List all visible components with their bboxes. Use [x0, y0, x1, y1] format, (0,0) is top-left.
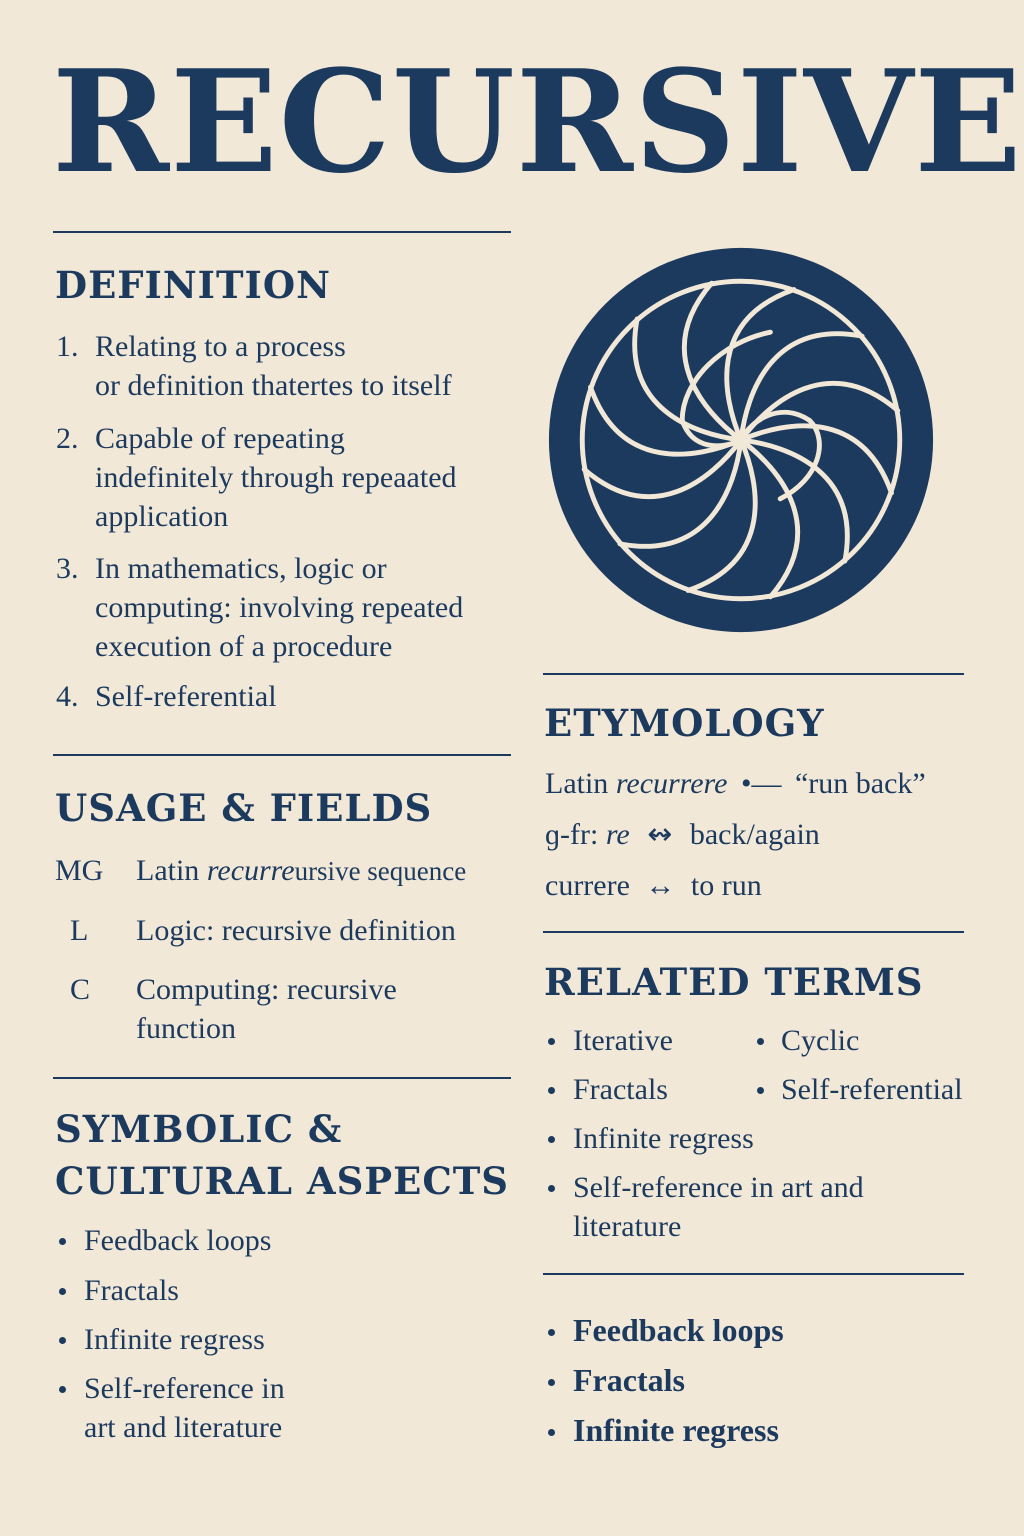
etymology-heading: ETYMOLOGY	[544, 701, 825, 745]
etymology-line	[545, 866, 762, 905]
bullet-icon	[59, 1386, 66, 1393]
definition-text: Relating to a process	[95, 330, 346, 363]
list-item: literature	[573, 1210, 682, 1243]
list-item: Feedback loops	[573, 1312, 784, 1348]
definition-text: computing: involving repeated	[95, 591, 464, 624]
arrow-icon: •—	[740, 767, 782, 800]
bullet-icon	[548, 1379, 555, 1386]
usage-text: Logic: recursive definition	[136, 914, 456, 947]
usage-code: MG	[55, 854, 104, 887]
definition-number: 4.	[56, 680, 79, 713]
bullet-icon	[548, 1038, 555, 1045]
bullet-icon	[757, 1038, 764, 1045]
definition-text: Self-referential	[95, 680, 277, 713]
etymology-gloss: “run back”	[794, 767, 926, 800]
divider	[53, 231, 511, 233]
list-item: Infinite regress	[573, 1122, 754, 1155]
definition-text: execution of a procedure	[95, 630, 393, 663]
bullet-icon	[757, 1087, 764, 1094]
etymology-line	[545, 764, 926, 803]
list-item: Feedback loops	[84, 1224, 272, 1257]
definition-text: In mathematics, logic or	[95, 552, 387, 585]
list-item: Iterative	[573, 1024, 673, 1057]
nautilus-spiral-icon	[545, 244, 937, 636]
divider	[53, 754, 511, 756]
definition-number: 3.	[56, 552, 79, 585]
bullet-icon	[548, 1185, 555, 1192]
bullet-icon	[59, 1288, 66, 1295]
divider	[53, 1077, 511, 1079]
list-item: Fractals	[573, 1362, 685, 1398]
list-item: Fractals	[84, 1274, 179, 1307]
definition-text: Capable of repeating	[95, 422, 345, 455]
definition-number: 2.	[56, 422, 79, 455]
usage-text	[136, 851, 466, 891]
etymology-text: currere	[545, 869, 630, 902]
list-item: Cyclic	[781, 1024, 860, 1057]
usage-heading: USAGE & FIELDS	[55, 786, 433, 830]
double-arrow-icon: ↔	[645, 869, 676, 902]
list-item: Self-reference in	[84, 1372, 285, 1405]
etymology-line	[545, 815, 820, 854]
divider	[543, 673, 964, 675]
divider	[543, 931, 964, 933]
bullet-icon	[548, 1087, 555, 1094]
usage-text-part: ursive sequence	[294, 856, 467, 886]
etymology-gloss: back/again	[689, 818, 820, 851]
usage-text: Computing: recursive	[136, 973, 397, 1006]
definition-text: or definition thatertes to itself	[95, 369, 452, 402]
etymology-latin: recurrere	[615, 767, 728, 800]
bullet-icon	[59, 1238, 66, 1245]
definition-number: 1.	[56, 330, 79, 363]
page-title: RECURSIVE	[52, 40, 1023, 205]
definition-text: application	[95, 500, 229, 533]
usage-code: L	[70, 914, 89, 947]
list-item: Self-referential	[781, 1073, 963, 1106]
list-item: Infinite regress	[573, 1412, 779, 1448]
etymology-text: ɡ-fr:	[545, 818, 606, 851]
etymology-gloss: to run	[690, 869, 762, 902]
list-item: art and literature	[84, 1411, 283, 1444]
bullet-icon	[548, 1136, 555, 1143]
etymology-text: Latin	[545, 767, 616, 800]
list-item: Self-reference in art and	[573, 1171, 864, 1204]
list-item: Infinite regress	[84, 1323, 265, 1356]
usage-text-italic: recurre	[206, 854, 295, 887]
usage-code: C	[70, 973, 91, 1006]
list-item: Fractals	[573, 1073, 668, 1106]
divider	[543, 1273, 964, 1275]
usage-text: function	[136, 1012, 236, 1045]
etymology-latin: re	[605, 818, 630, 851]
bullet-icon	[59, 1337, 66, 1344]
bullet-icon	[548, 1329, 555, 1336]
symbolic-heading: SYMBOLIC &	[55, 1107, 343, 1151]
related-terms-heading: RELATED TERMS	[544, 960, 924, 1004]
double-arrow-icon: ↭	[647, 818, 673, 851]
definition-text: indefinitely through repeaated	[95, 461, 457, 494]
symbolic-heading: CULTURAL ASPECTS	[55, 1159, 510, 1203]
definition-heading: DEFINITION	[55, 263, 331, 307]
usage-text-part: Latin	[136, 854, 207, 887]
bullet-icon	[548, 1429, 555, 1436]
